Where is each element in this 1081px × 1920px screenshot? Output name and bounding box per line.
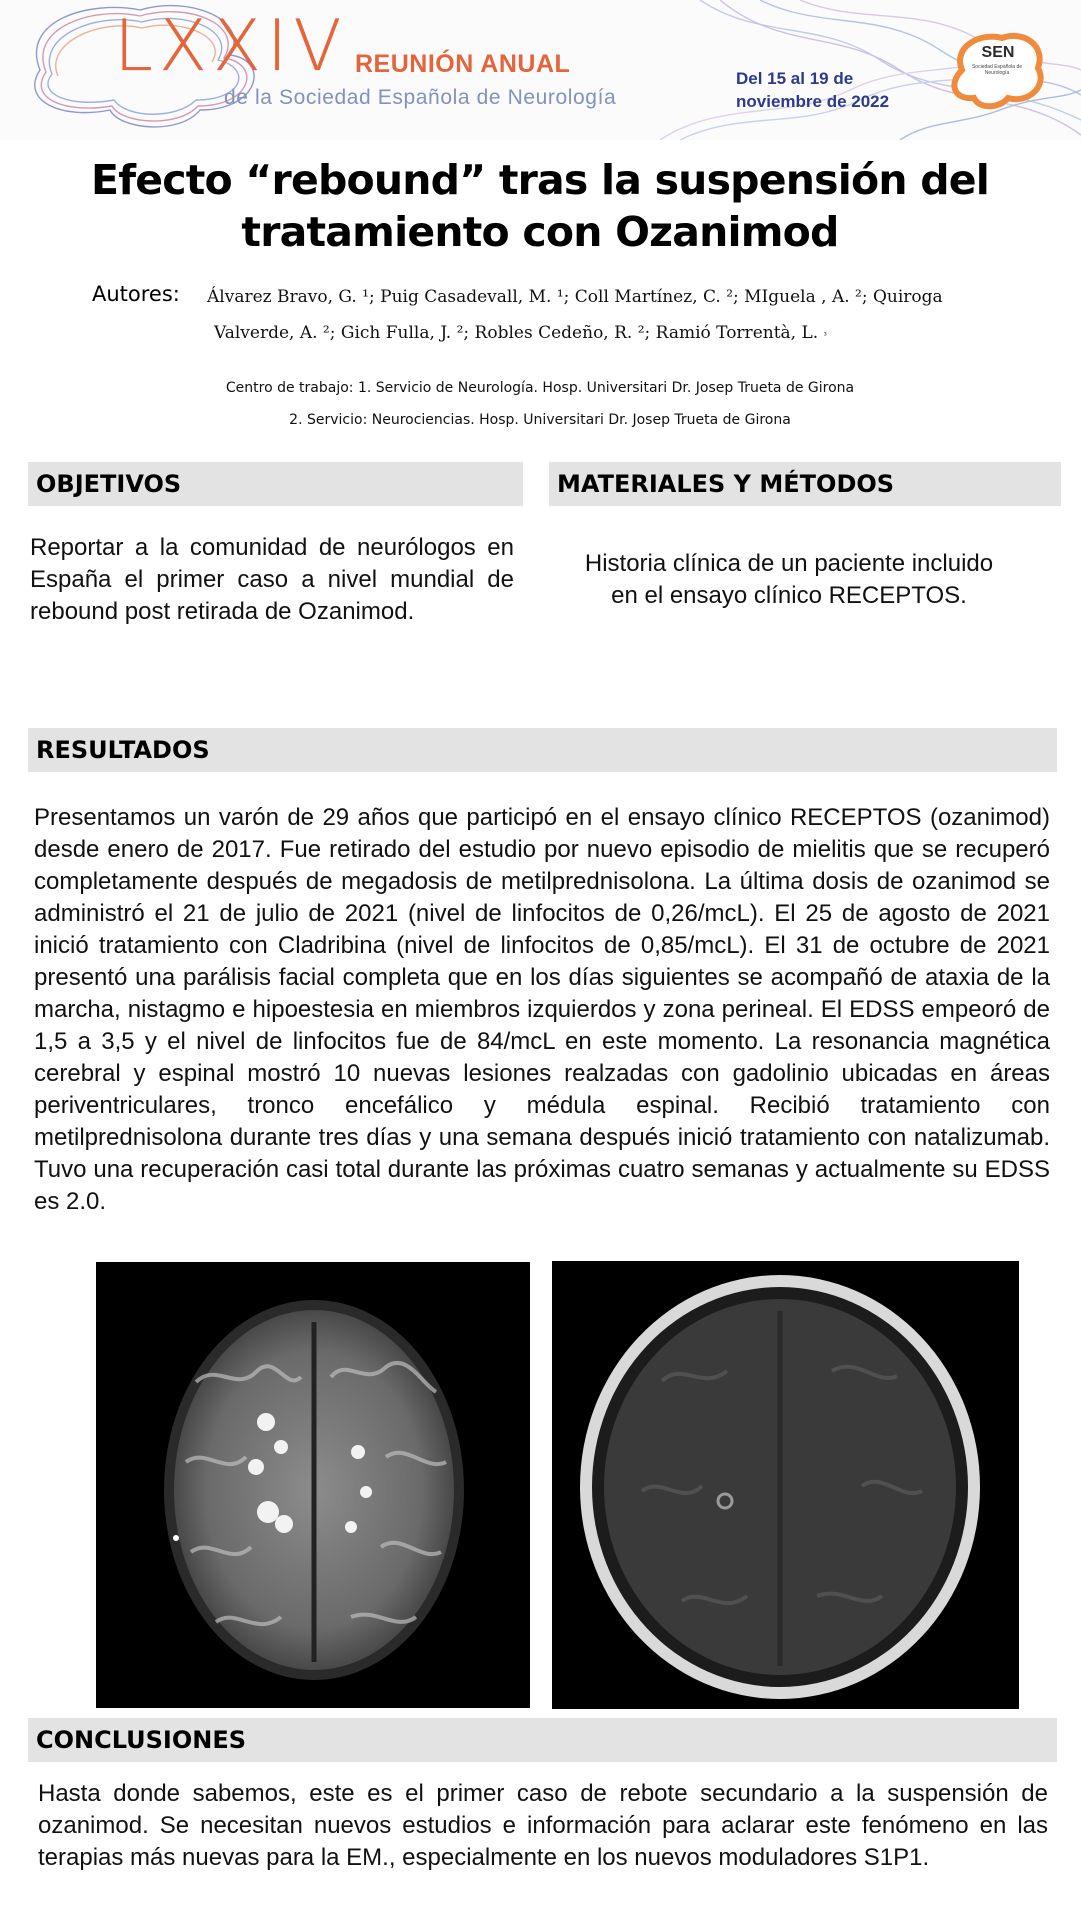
mri-t1-gadolinium-image — [552, 1261, 1019, 1709]
conclusiones-text: Hasta donde sabemos, este es el primer caso de rebote secundario a la suspensión de ozanimod. Se necesitan nuevos estudios e información para aclarar este fenómeno en las terapias más nuevas para la EM., especialmente en los nuevos moduladores S1P1. — [38, 1780, 1048, 1871]
society-label: de la Sociedad Española de Neurología — [224, 86, 617, 109]
sen-logo-subtitle: Sociedad Española de Neurología — [971, 64, 1023, 76]
congress-number: LXXIV — [114, 5, 348, 87]
poster-title — [60, 154, 1020, 258]
meeting-label: REUNIÓN ANUAL — [355, 50, 571, 78]
objetivos-text: Reportar a la comunidad de neurólogos en España el primer caso a nivel mundial de rebound post retirada de Ozanimod. — [30, 534, 514, 625]
materiales-line-1: Historia clínica de un paciente incluido — [584, 550, 994, 577]
congress-dates — [736, 67, 889, 113]
authors-line-2-text: Valverde, A. ²; Gich Fulla, J. ²; Robles Cedeño, R. ²; Ramió Torrentà, L. — [214, 323, 819, 343]
mri-flair-image — [96, 1262, 530, 1708]
materiales-line-2: en el ensayo clínico RECEPTOS. — [611, 582, 967, 609]
authors-line-2 — [214, 316, 827, 353]
sen-logo-title: SEN — [981, 44, 1015, 61]
materiales-heading: MATERIALES Y MÉTODOS — [549, 462, 1061, 506]
dates-line-2: noviembre de 2022 — [736, 92, 890, 111]
dates-line-1: Del 15 al 19 de — [736, 69, 854, 88]
title-line-2: tratamiento con Ozanimod — [241, 208, 839, 256]
affiliation-line-2: 2. Servicio: Neurociencias. Hosp. Universitari Dr. Josep Trueta de Girona — [289, 412, 791, 428]
conclusiones-heading: CONCLUSIONES — [28, 1718, 1057, 1762]
objetivos-heading: OBJETIVOS — [28, 462, 523, 506]
authors-label: Autores: — [92, 282, 180, 306]
affiliation-line-1: Centro de trabajo: 1. Servicio de Neurología. Hosp. Universitari Dr. Josep Trueta de Girona — [225, 380, 855, 396]
resultados-heading: RESULTADOS — [28, 728, 1057, 772]
authors-line-1: Álvarez Bravo, G. ¹; Puig Casadevall, M. ¹; Coll Martínez, C. ²; MIguela , A. ²; Quiroga — [207, 287, 943, 307]
congress-banner — [0, 0, 1081, 140]
resultados-text: Presentamos un varón de 29 años que participó en el ensayo clínico RECEPTOS (ozanimod) desde enero de 2017. Fue retirado del estudio por nuevo episodio de mielitis que se recuperó completamente después de megadosis de metilprednisolona. La última dosis de ozanimod se administró el 21 de julio de 2021 (nivel de linfocitos de 0,26/mcL). El 25 de agosto de 2021 inició tratamiento con Cladribina (nivel de linfocitos de 0,85/mcL). El 31 de octubre de 2021 presentó una parálisis facial completa que en los días siguientes se acompañó de ataxia de la marcha, nistagmo e hipoestesia en miembros izquierdos y zona perineal. El EDSS empeoró de 1,5 a 3,5 y el nivel de linfocitos fue de 84/mcL en este momento. La resonancia magnética cerebral y espinal mostró 10 nuevas lesiones realzadas con gadolinio ubicadas en áreas periventriculares, tronco encefálico y médula espinal. Recibió tratamiento con metilprednisolona durante tres días y una semana después inició tratamiento con natalizumab. Tuvo una recuperación casi total durante las próximas cuatro semanas y actualmente su EDSS es 2.0. — [34, 804, 1050, 1215]
materiales-text — [549, 548, 1029, 612]
title-line-1: Efecto “rebound” tras la suspensión del — [90, 156, 990, 204]
authors-line-2-tail: ³ — [823, 331, 827, 340]
